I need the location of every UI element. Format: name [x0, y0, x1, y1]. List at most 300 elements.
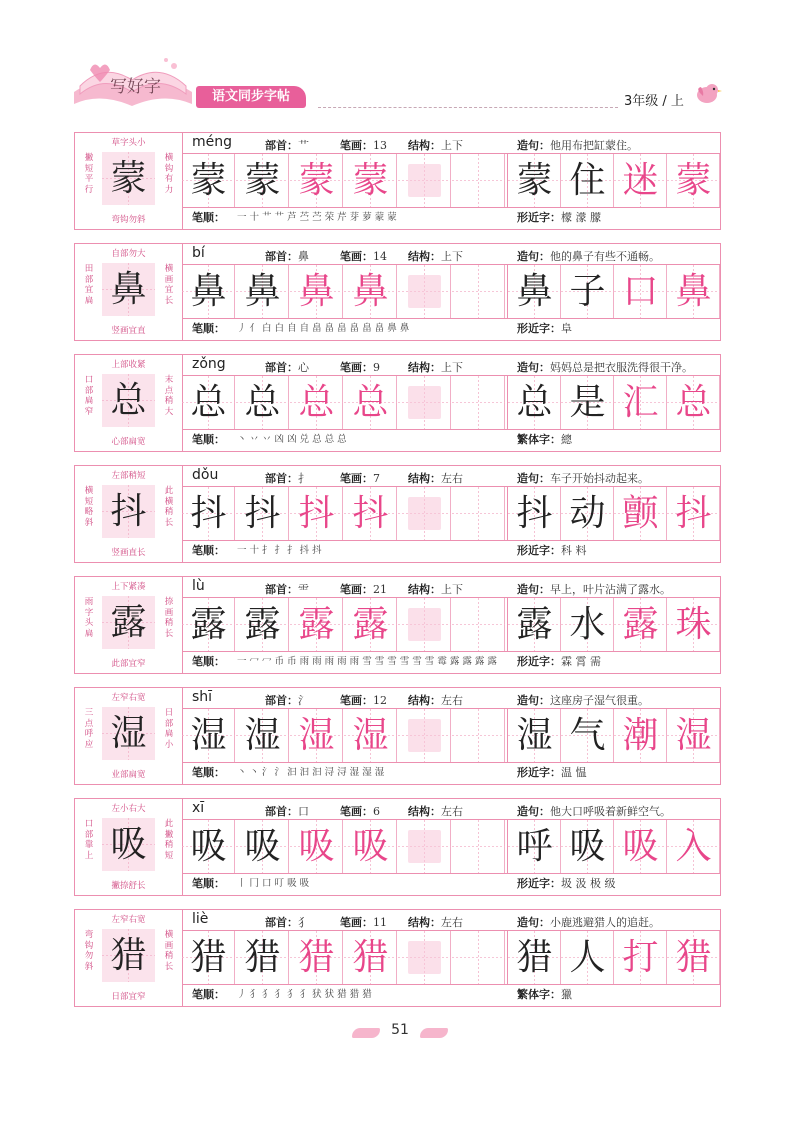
stroke-order-row: [182, 764, 512, 782]
related-chars-label: 形近字：: [517, 877, 561, 890]
tip-top: 上下紧凑: [111, 582, 146, 592]
word-grid: [507, 153, 721, 208]
model-char-cell: [102, 596, 155, 649]
practice-cell[interactable]: [236, 709, 289, 762]
structure-label: 结构：: [408, 472, 441, 485]
practice-grid: [182, 264, 507, 319]
model-char: 湿: [110, 713, 147, 754]
tip-left: 口部扁窄: [84, 375, 94, 417]
word-char: 猎: [516, 937, 553, 978]
tip-right: 此横稍长: [164, 486, 174, 528]
word-char: 鼻: [516, 271, 553, 312]
word-cell[interactable]: [667, 487, 720, 540]
related-chars-label: 形近字：: [517, 655, 561, 668]
practice-cell[interactable]: [344, 820, 397, 873]
related-chars-value: 檬 濛 朦: [561, 211, 601, 224]
related-chars-value: 阜: [561, 322, 572, 335]
practice-cell[interactable]: [452, 709, 505, 762]
stroke-order-row: [182, 542, 512, 560]
practice-char-trace: 露: [352, 604, 389, 645]
word-cell[interactable]: [508, 487, 561, 540]
related-chars-value: 温 愠: [561, 766, 587, 779]
word-cell[interactable]: [508, 376, 561, 429]
practice-cell[interactable]: [452, 154, 505, 207]
model-char-cell: [102, 152, 155, 205]
character-entry: [74, 687, 721, 785]
stroke-order-row: [182, 320, 512, 338]
related-chars-row: [517, 653, 601, 669]
word-char: 人: [569, 937, 606, 978]
word-char: 猎: [675, 937, 712, 978]
structure-label: 结构：: [408, 694, 441, 707]
practice-cell[interactable]: [236, 154, 289, 207]
word-char: 总: [516, 382, 553, 423]
practice-char-faint: [408, 941, 441, 974]
word-cell[interactable]: [561, 487, 614, 540]
pinyin: lù: [192, 578, 205, 594]
practice-char-sample: 总: [190, 382, 227, 423]
practice-cell[interactable]: [182, 931, 235, 984]
stroke-order-sequence: 一 冖 冖 币 币 雨 雨 雨 雨 雨 雪 雪 雪 雪 雪 雪 霉 露 露 露 露: [237, 656, 497, 667]
practice-cell[interactable]: [182, 154, 235, 207]
strokes-value: 7: [373, 472, 380, 485]
word-char: 水: [569, 604, 606, 645]
word-cell[interactable]: [614, 931, 667, 984]
word-char: 潮: [622, 715, 659, 756]
practice-char-faint: [408, 830, 441, 863]
practice-char-trace: 鼻: [352, 271, 389, 312]
practice-cell[interactable]: [236, 487, 289, 540]
radical-label: 部首：: [265, 472, 298, 485]
example-sentence: 妈妈总是把衣服洗得很干净。: [550, 361, 693, 374]
practice-char-sample: 抖: [190, 493, 227, 534]
practice-char-sample: 鼻: [244, 271, 281, 312]
tip-right: 横画宜长: [164, 264, 174, 306]
tip-top: 上部收紧: [111, 360, 146, 370]
practice-cell[interactable]: [290, 931, 343, 984]
word-cell[interactable]: [561, 265, 614, 318]
radical-label: 部首：: [265, 361, 298, 374]
word-cell[interactable]: [561, 154, 614, 207]
tip-left: 弯钩勿斜: [84, 930, 94, 972]
practice-cell[interactable]: [290, 154, 343, 207]
structure-label: 结构：: [408, 916, 441, 929]
example-sentence: 他的鼻子有些不通畅。: [550, 250, 660, 263]
guide-lines-icon: [452, 820, 505, 873]
tip-left: 口部靠上: [84, 819, 94, 861]
related-chars-row: [517, 320, 572, 336]
practice-cell[interactable]: [236, 820, 289, 873]
character-entry: [74, 798, 721, 896]
word-cell[interactable]: [614, 598, 667, 651]
practice-char-trace: 吸: [298, 826, 335, 867]
practice-cell[interactable]: [344, 376, 397, 429]
word-grid: [507, 708, 721, 763]
word-char: 鼻: [675, 271, 712, 312]
pinyin: zǒng: [192, 356, 226, 372]
word-cell[interactable]: [561, 598, 614, 651]
practice-char-sample: 露: [244, 604, 281, 645]
practice-char-faint: [408, 497, 441, 530]
practice-cell[interactable]: [398, 598, 451, 651]
practice-char-trace: 蒙: [352, 160, 389, 201]
practice-cell[interactable]: [290, 265, 343, 318]
tip-top: 草字头小: [111, 138, 146, 148]
practice-cell[interactable]: [398, 931, 451, 984]
related-chars-label: 形近字：: [517, 766, 561, 779]
word-cell[interactable]: [561, 820, 614, 873]
model-char: 露: [110, 602, 147, 643]
word-char: 露: [622, 604, 659, 645]
practice-char-trace: 猎: [298, 937, 335, 978]
strokes-value: 12: [373, 694, 387, 707]
practice-cell[interactable]: [398, 154, 451, 207]
word-cell[interactable]: [561, 931, 614, 984]
practice-cell[interactable]: [182, 376, 235, 429]
word-cell[interactable]: [667, 820, 720, 873]
tip-left: 撇短平行: [84, 153, 94, 195]
stroke-order-sequence: 丨 冂 口 叮 吸 吸: [237, 878, 310, 889]
practice-char-trace: 湿: [298, 715, 335, 756]
word-cell[interactable]: [508, 154, 561, 207]
practice-char-trace: 总: [352, 382, 389, 423]
word-cell[interactable]: [614, 820, 667, 873]
radical-value: 口: [298, 805, 309, 818]
word-grid: [507, 264, 721, 319]
related-chars-row: [517, 209, 601, 225]
structure-label: 结构：: [408, 805, 441, 818]
word-grid: [507, 486, 721, 541]
tip-right: 日部扁小: [164, 708, 174, 750]
model-char-cell: [102, 929, 155, 982]
practice-grid: [182, 375, 507, 430]
practice-cell[interactable]: [182, 820, 235, 873]
tip-bottom: 心部扁宽: [111, 437, 146, 447]
practice-cell[interactable]: [182, 598, 235, 651]
related-chars-row: [517, 764, 587, 780]
example-sentence: 车子开始抖动起来。: [550, 472, 649, 485]
practice-cell[interactable]: [344, 598, 397, 651]
character-entry: [74, 243, 721, 341]
word-cell[interactable]: [667, 709, 720, 762]
tip-bottom: 竖画宜直: [111, 326, 146, 336]
word-char: 湿: [675, 715, 712, 756]
tip-right: 此撇稍短: [164, 819, 174, 861]
word-cell[interactable]: [667, 265, 720, 318]
practice-char-sample: 蒙: [190, 160, 227, 201]
word-cell[interactable]: [667, 154, 720, 207]
radical-label: 部首：: [265, 694, 298, 707]
practice-char-faint: [408, 275, 441, 308]
structure-value: 左右: [441, 694, 463, 707]
tip-right: 横钩有力: [164, 153, 174, 195]
practice-char-faint: [408, 386, 441, 419]
practice-cell[interactable]: [290, 487, 343, 540]
guide-lines-icon: [452, 709, 505, 762]
strokes-label: 笔画：: [340, 805, 373, 818]
practice-char-sample: 鼻: [190, 271, 227, 312]
tip-bottom: 此部宜窄: [111, 659, 146, 669]
word-cell[interactable]: [667, 931, 720, 984]
guide-lines-icon: [452, 487, 505, 540]
word-cell[interactable]: [508, 598, 561, 651]
structure-label: 结构：: [408, 361, 441, 374]
practice-cell[interactable]: [344, 265, 397, 318]
model-char-cell: [102, 485, 155, 538]
pinyin: dǒu: [192, 467, 219, 483]
radical-label: 部首：: [265, 250, 298, 263]
related-chars-value: 霖 霄 需: [561, 655, 601, 668]
related-chars-value: 圾 汲 极 级: [561, 877, 616, 890]
guide-lines-icon: [452, 931, 505, 984]
word-char: 蒙: [675, 160, 712, 201]
word-cell[interactable]: [614, 487, 667, 540]
word-char: 入: [675, 826, 712, 867]
word-cell[interactable]: [667, 376, 720, 429]
related-chars-label: 繁体字：: [517, 433, 561, 446]
radical-value: 氵: [298, 694, 309, 707]
practice-cell[interactable]: [452, 487, 505, 540]
practice-char-sample: 吸: [190, 826, 227, 867]
word-cell[interactable]: [614, 709, 667, 762]
model-char: 总: [110, 380, 147, 421]
practice-cell[interactable]: [398, 487, 451, 540]
practice-cell[interactable]: [290, 820, 343, 873]
guide-lines-icon: [452, 154, 505, 207]
practice-cell[interactable]: [182, 709, 235, 762]
strokes-label: 笔画：: [340, 472, 373, 485]
tip-left: 田部宜扁: [84, 264, 94, 306]
tip-bottom: 撇捺舒长: [111, 881, 146, 891]
word-grid: [507, 375, 721, 430]
stroke-order-label: 笔顺：: [192, 766, 225, 779]
radical-value: 艹: [298, 139, 309, 152]
word-char: 珠: [675, 604, 712, 645]
practice-char-trace: 鼻: [298, 271, 335, 312]
word-cell[interactable]: [614, 376, 667, 429]
strokes-label: 笔画：: [340, 916, 373, 929]
practice-cell[interactable]: [452, 376, 505, 429]
strokes-label: 笔画：: [340, 250, 373, 263]
practice-cell[interactable]: [398, 820, 451, 873]
tip-top: 左部稍短: [111, 471, 146, 481]
structure-label: 结构：: [408, 583, 441, 596]
practice-cell[interactable]: [236, 265, 289, 318]
model-char: 鼻: [110, 269, 147, 310]
related-chars-row: [517, 431, 572, 447]
word-cell[interactable]: [667, 598, 720, 651]
example-sentence: 小鹿逃避猎人的追赶。: [550, 916, 660, 929]
series-title-badge: 语文同步字帖: [196, 86, 306, 108]
word-char: 总: [675, 382, 712, 423]
word-cell[interactable]: [561, 709, 614, 762]
stroke-order-label: 笔顺：: [192, 877, 225, 890]
practice-char-sample: 湿: [190, 715, 227, 756]
tip-right: 捺画稍长: [164, 597, 174, 639]
model-char: 蒙: [110, 158, 147, 199]
practice-char-sample: 总: [244, 382, 281, 423]
word-cell[interactable]: [508, 265, 561, 318]
model-char-cell: [102, 818, 155, 871]
practice-cell[interactable]: [398, 376, 451, 429]
related-chars-row: [517, 986, 572, 1002]
practice-cell[interactable]: [236, 598, 289, 651]
practice-cell[interactable]: [344, 487, 397, 540]
strokes-label: 笔画：: [340, 139, 373, 152]
radical-label: 部首：: [265, 805, 298, 818]
practice-grid: [182, 819, 507, 874]
related-chars-label: 形近字：: [517, 544, 561, 557]
pinyin: shī: [192, 689, 213, 705]
character-entry: [74, 354, 721, 452]
tip-bottom: 业部扁宽: [111, 770, 146, 780]
related-chars-value: 獵: [561, 988, 572, 1001]
practice-cell[interactable]: [398, 265, 451, 318]
practice-grid: [182, 486, 507, 541]
word-cell[interactable]: [508, 709, 561, 762]
character-entry: [74, 909, 721, 1007]
word-char: 气: [569, 715, 606, 756]
stroke-order-label: 笔顺：: [192, 655, 225, 668]
radical-label: 部首：: [265, 916, 298, 929]
strokes-value: 11: [373, 916, 387, 929]
word-grid: [507, 597, 721, 652]
practice-cell[interactable]: [344, 154, 397, 207]
stroke-order-row: [182, 875, 512, 893]
related-chars-value: 總: [561, 433, 572, 446]
word-char: 颤: [622, 493, 659, 534]
radical-value: 鼻: [298, 250, 309, 263]
practice-cell[interactable]: [344, 931, 397, 984]
pinyin: méng: [192, 134, 233, 150]
stroke-order-label: 笔顺：: [192, 322, 225, 335]
word-char: 动: [569, 493, 606, 534]
writing-tips-panel: [75, 688, 183, 784]
structure-value: 上下: [441, 583, 463, 596]
pinyin: bí: [192, 245, 205, 261]
strokes-value: 9: [373, 361, 380, 374]
related-chars-row: [517, 875, 616, 891]
word-char: 蒙: [516, 160, 553, 201]
practice-char-faint: [408, 164, 441, 197]
book-title: 写好字: [110, 77, 161, 97]
grade-label: 3年级 / 上: [624, 94, 684, 109]
tip-top: 左窄右宽: [111, 915, 146, 925]
tip-bottom: 弯钩勿斜: [111, 215, 146, 225]
sentence-label: 造句：: [517, 250, 550, 263]
sentence-label: 造句：: [517, 472, 550, 485]
stroke-order-sequence: 一 十 艹 艹 芦 苎 苎 荣 芹 芽 萝 蒙 蒙: [237, 212, 397, 223]
stroke-order-sequence: 丿 犭 犭 犭 犭 犭 犾 犾 猎 猎 猎: [237, 989, 372, 1000]
practice-char-sample: 抖: [244, 493, 281, 534]
model-char: 猎: [110, 935, 147, 976]
tip-right: 横画稍长: [164, 930, 174, 972]
example-sentence: 他用布把缸蒙住。: [550, 139, 638, 152]
word-cell[interactable]: [508, 931, 561, 984]
practice-cell[interactable]: [290, 709, 343, 762]
word-char: 露: [516, 604, 553, 645]
word-char: 住: [569, 160, 606, 201]
stroke-order-sequence: 一 十 扌 扌 扌 抖 抖: [237, 545, 322, 556]
word-char: 迷: [622, 160, 659, 201]
practice-char-trace: 吸: [352, 826, 389, 867]
strokes-value: 13: [373, 139, 387, 152]
model-char-cell: [102, 374, 155, 427]
practice-grid: [182, 153, 507, 208]
practice-char-sample: 露: [190, 604, 227, 645]
related-chars-label: 形近字：: [517, 322, 561, 335]
practice-char-trace: 露: [298, 604, 335, 645]
practice-char-sample: 湿: [244, 715, 281, 756]
related-chars-row: [517, 542, 587, 558]
related-chars-value: 科 料: [561, 544, 587, 557]
practice-cell[interactable]: [398, 709, 451, 762]
structure-value: 左右: [441, 472, 463, 485]
practice-char-sample: 猎: [190, 937, 227, 978]
word-cell[interactable]: [614, 265, 667, 318]
practice-cell[interactable]: [452, 820, 505, 873]
tip-top: 左窄右宽: [111, 693, 146, 703]
practice-grid: [182, 930, 507, 985]
stroke-order-sequence: 丶 丷 丷 凶 凶 兑 总 总 总: [237, 434, 347, 445]
structure-value: 左右: [441, 916, 463, 929]
page-header: [0, 0, 800, 120]
strokes-value: 21: [373, 583, 387, 596]
practice-cell[interactable]: [182, 487, 235, 540]
radical-value: 犭: [298, 916, 309, 929]
tip-top: 左小右大: [111, 804, 146, 814]
practice-cell[interactable]: [236, 931, 289, 984]
practice-cell[interactable]: [236, 376, 289, 429]
strokes-label: 笔画：: [340, 694, 373, 707]
practice-cell[interactable]: [452, 598, 505, 651]
practice-cell[interactable]: [290, 376, 343, 429]
word-cell[interactable]: [561, 376, 614, 429]
word-cell[interactable]: [614, 154, 667, 207]
related-chars-label: 形近字：: [517, 211, 561, 224]
practice-char-trace: 猎: [352, 937, 389, 978]
word-grid: [507, 930, 721, 985]
related-chars-label: 繁体字：: [517, 988, 561, 1001]
page-number: 51: [391, 1022, 409, 1038]
radical-label: 部首：: [265, 139, 298, 152]
model-char-cell: [102, 707, 155, 760]
model-char: 抖: [110, 491, 147, 532]
word-cell[interactable]: [508, 820, 561, 873]
word-char: 湿: [516, 715, 553, 756]
word-char: 口: [622, 271, 659, 312]
example-sentence: 他大口呼吸着新鲜空气。: [550, 805, 671, 818]
writing-tips-panel: [75, 355, 183, 451]
structure-value: 左右: [441, 805, 463, 818]
stroke-order-row: [182, 986, 512, 1004]
word-char: 抖: [516, 493, 553, 534]
example-sentence: 早上，叶片沾满了露水。: [550, 583, 671, 596]
structure-value: 上下: [441, 250, 463, 263]
practice-cell[interactable]: [182, 265, 235, 318]
practice-cell[interactable]: [452, 931, 505, 984]
sentence-label: 造句：: [517, 916, 550, 929]
guide-lines-icon: [452, 265, 505, 318]
word-char: 打: [622, 937, 659, 978]
practice-cell[interactable]: [290, 598, 343, 651]
practice-cell[interactable]: [452, 265, 505, 318]
practice-cell[interactable]: [344, 709, 397, 762]
sentence-label: 造句：: [517, 805, 550, 818]
character-entry: [74, 576, 721, 674]
writing-tips-panel: [75, 577, 183, 673]
structure-label: 结构：: [408, 139, 441, 152]
